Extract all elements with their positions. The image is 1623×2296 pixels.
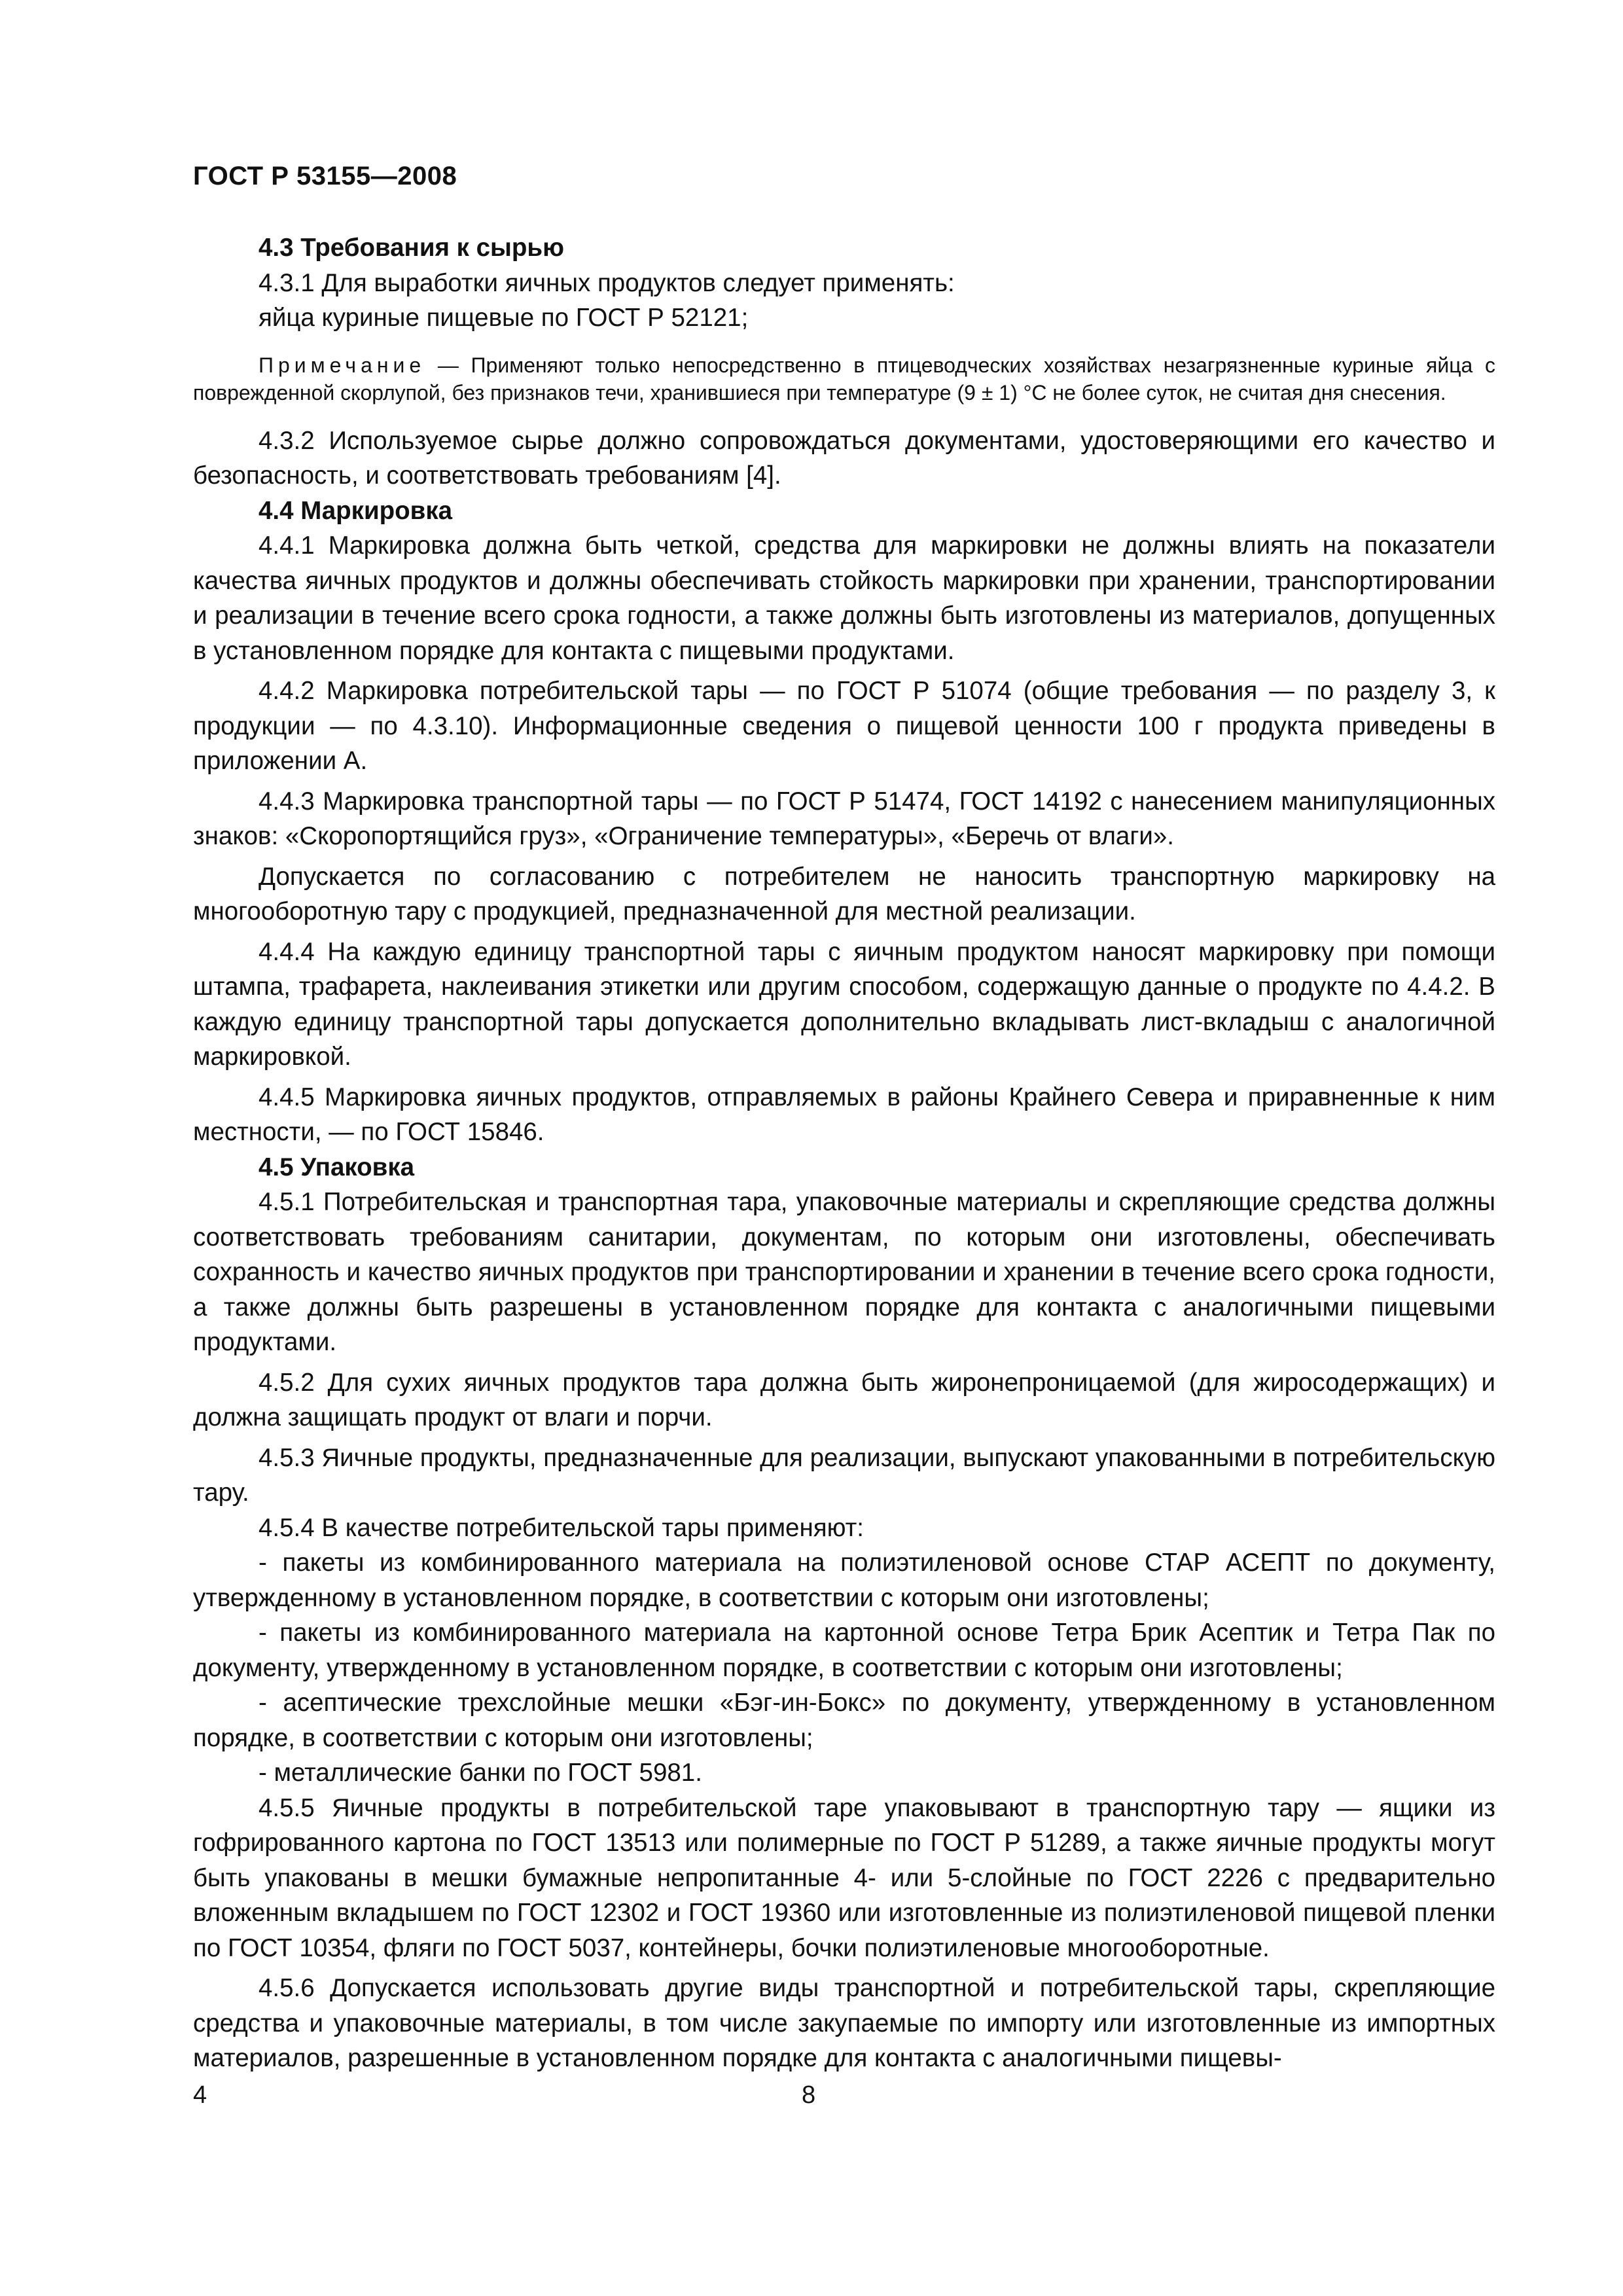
section-heading-4-3: 4.3 Требования к сырью [259,234,564,262]
note-label: Примечание [259,353,426,377]
list-item: - пакеты из комбинированного материала на полиэтиленовой основе СТАР АСЕПТ по документу, утвержденному в установленном порядке, в соответствии с которым они изготовлены; [193,1549,1495,1612]
paragraph-4-5-2: 4.5.2 Для сухих яичных продуктов тара должна быть жиронепроницаемой (для жиросодержащих) и должна защищать продукт от влаги и порчи. [193,1368,1495,1431]
paragraph-4-4-1: 4.4.1 Маркировка должна быть четкой, средства для маркировки не должны влиять на показатели качества яичных продуктов и должны обеспечивать стойкость маркировки при хранении, транспортировании и реализации в течение всего срока годности, а также должны быть изготовлены из материалов, допущенных в установленном порядке для контакта с пищевыми продуктами. [193,531,1495,665]
paragraph-4-4-3: 4.4.3 Маркировка транспортной тары — по ГОСТ Р 51474, ГОСТ 14192 с нанесением манипуляционных знаков: «Скоропортящийся груз», «Ограничение температуры», «Беречь от влаги». [193,787,1495,850]
document-header: ГОСТ Р 53155—2008 [193,162,457,190]
paragraph-4-5-1: 4.5.1 Потребительская и транспортная тара, упаковочные материалы и скрепляющие средства должны соответствовать требованиям санитарии, документам, по которым они изготовлены, обеспечивать сохранность и качество яичных продуктов при транспортировании и хранении в течение всего срока годности, а также должны быть разрешены в установленном порядке для контакта с аналогичными пищевыми продуктами. [193,1188,1495,1356]
list-item: - пакеты из комбинированного материала на картонной основе Тетра Брик Асептик и Тетра Пак по документу, утвержденному в установленном порядке, в соответствии с которым они изготовлены; [193,1619,1495,1682]
paragraph-4-4-2: 4.4.2 Маркировка потребительской тары — по ГОСТ Р 51074 (общие требования — по разделу 3, к продукции — по 4.3.10). Информационные сведения о пищевой ценности 100 г продукта приведены в приложении А. [193,677,1495,775]
section-heading-4-5: 4.5 Упаковка [259,1153,414,1181]
paragraph-4-5-5: 4.5.5 Яичные продукты в потребительской таре упаковывают в транспортную тару — ящики из гофрированного картона по ГОСТ 13513 или полимерные по ГОСТ Р 51289, а также яичные продукты могут быть упакованы в мешки бумажные непропитанные 4- или 5-слойные по ГОСТ 2226 с предварительно вложенным вкладышем по ГОСТ 12302 и ГОСТ 19360 или изготовленные из полиэтиленовой пищевой пленки по ГОСТ 10354, фляги по ГОСТ 5037, контейнеры, бочки полиэтиленовые многооборотные. [193,1793,1495,1962]
paragraph-4-4-4: 4.4.4 На каждую единицу транспортной тары с яичным продуктом наносят маркировку при помощи штампа, трафарета, наклеивания этикетки или другим способом, содержащую данные о продукте по 4.4.2. В каждую единицу транспортной тары допускается дополнительно вкладывать лист-вкладыш с аналогичной маркировкой. [193,937,1495,1071]
paragraph-4-3-1-item: яйца куриные пищевые по ГОСТ Р 52121; [259,304,749,332]
note [193,351,1495,406]
paragraph-4-5-3: 4.5.3 Яичные продукты, предназначенные для реализации, выпускают упакованными в потребительскую тару. [193,1443,1495,1507]
paragraph-4-5-4: 4.5.4 В качестве потребительской тары применяют: [259,1513,864,1542]
paragraph-4-3-2: 4.3.2 Используемое сырье должно сопровождаться документами, удостоверяющими его качество и безопасность, и соответствовать требованиям [4]. [193,426,1495,490]
footer-center-number: 8 [802,2081,816,2109]
document-body [193,230,1495,2076]
note-text: — Применяют только непосредственно в птицеводческих хозяйствах незагрязненные куриные яйца с поврежденной скорлупой, без признаков течи, хранившиеся при температуре (9 ± 1) °С не более суток, не считая дня снесения. [193,353,1495,404]
paragraph-4-5-6: 4.5.6 Допускается использовать другие виды транспортной и потребительской тары, скрепляющие средства и упаковочные материалы, в том числе закупаемые по импорту или изготовленные из импортных материалов, разрешенные в установленном порядке для контакта с аналогичными пищевы- [193,1974,1495,2072]
list-item: - металлические банки по ГОСТ 5981. [259,1759,702,1787]
paragraph-4-4-5: 4.4.5 Маркировка яичных продуктов, отправляемых в районы Крайнего Севера и приравненные к ним местности, — по ГОСТ 15846. [193,1083,1495,1146]
paragraph-4-4-3-allowance: Допускается по согласованию с потребителем не наносить транспортную маркировку на многооборотную тару с продукцией, предназначенной для местной реализации. [193,862,1495,925]
paragraph-4-3-1: 4.3.1 Для выработки яичных продуктов следует применять: [259,268,955,297]
list-item: - асептические трехслойные мешки «Бэг-ин-Бокс» по документу, утвержденному в установленном порядке, в соответствии с которым они изготовлены; [193,1689,1495,1752]
page-number: 4 [193,2081,207,2109]
section-heading-4-4: 4.4 Маркировка [259,496,453,525]
